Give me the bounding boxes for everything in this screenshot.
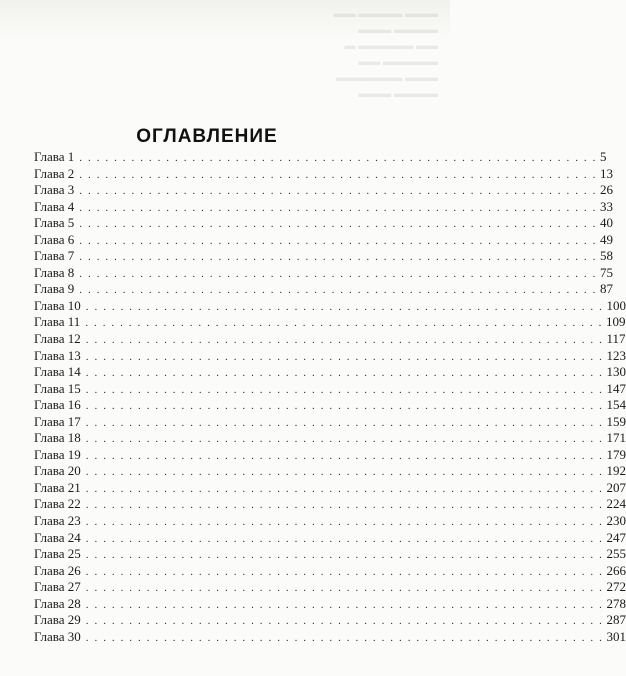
toc-entry [34, 496, 626, 513]
dot-leader: . . . . . . . . . . . . . . . . . . . . . . . . . . . . . . . . . . . . . . . . . . . . . . . . . . . . . . . . . . . . [85, 317, 603, 330]
toc-entry [34, 463, 626, 480]
page-number: 255 [606, 546, 626, 562]
toc-entry [34, 446, 626, 464]
page-number: 272 [606, 579, 626, 595]
page-number: 49 [599, 231, 613, 247]
chapter-label: Глава 5 [34, 215, 75, 231]
toc-entry [34, 628, 626, 646]
dot-leader: . . . . . . . . . . . . . . . . . . . . . . . . . . . . . . . . . . . . . . . . . . . . . . . . . . . . . . . . . . . . [79, 267, 597, 280]
chapter-label: Глава 26 [34, 562, 81, 578]
table-of-contents [34, 149, 626, 645]
show-through-text: ▬▬▬ ▬▬▬▬ ▬▬ ▬▬▬▬ ▬▬▬ ▬▬ ▬▬▬▬▬ ▬ ▬▬▬▬▬ ▬▬ ▬▬▬ ▬▬▬▬▬▬ ▬▬▬▬ ▬▬▬ [333, 8, 438, 100]
chapter-label: Глава 9 [34, 281, 75, 297]
dot-leader: . . . . . . . . . . . . . . . . . . . . . . . . . . . . . . . . . . . . . . . . . . . . . . . . . . . . . . . . . . . . [85, 300, 604, 313]
page-number: 26 [599, 182, 613, 198]
dot-leader: . . . . . . . . . . . . . . . . . . . . . . . . . . . . . . . . . . . . . . . . . . . . . . . . . . . . . . . . . . . . [85, 549, 604, 562]
page-number: 230 [606, 513, 626, 529]
chapter-label: Глава 23 [34, 513, 81, 529]
page-number: 301 [606, 628, 626, 644]
dot-leader: . . . . . . . . . . . . . . . . . . . . . . . . . . . . . . . . . . . . . . . . . . . . . . . . . . . . . . . . . . . . [85, 449, 604, 462]
dot-leader: . . . . . . . . . . . . . . . . . . . . . . . . . . . . . . . . . . . . . . . . . . . . . . . . . . . . . . . . . . . . [85, 334, 604, 347]
chapter-label: Глава 28 [34, 595, 81, 611]
chapter-label: Глава 6 [34, 231, 75, 247]
toc-entry [34, 215, 613, 232]
chapter-label: Глава 24 [34, 529, 81, 545]
page-number: 287 [606, 612, 626, 628]
toc-entry [34, 413, 626, 431]
dot-leader: . . . . . . . . . . . . . . . . . . . . . . . . . . . . . . . . . . . . . . . . . . . . . . . . . . . . . . . . . . . . [79, 152, 597, 164]
page-number: 159 [606, 413, 626, 429]
dot-leader: . . . . . . . . . . . . . . . . . . . . . . . . . . . . . . . . . . . . . . . . . . . . . . . . . . . . . . . . . . . . [85, 466, 604, 479]
toc-entry [34, 165, 613, 183]
chapter-label: Глава 21 [34, 479, 81, 495]
toc-entry [34, 397, 626, 414]
toc-entry [34, 281, 613, 298]
dot-leader: . . . . . . . . . . . . . . . . . . . . . . . . . . . . . . . . . . . . . . . . . . . . . . . . . . . . . . . . . . . . [85, 532, 604, 545]
toc-entry [34, 182, 613, 199]
page-number: 117 [606, 331, 626, 347]
dot-leader: . . . . . . . . . . . . . . . . . . . . . . . . . . . . . . . . . . . . . . . . . . . . . . . . . . . . . . . . . . . . [85, 482, 604, 495]
dot-leader: . . . . . . . . . . . . . . . . . . . . . . . . . . . . . . . . . . . . . . . . . . . . . . . . . . . . . . . . . . . . [85, 433, 604, 446]
dot-leader: . . . . . . . . . . . . . . . . . . . . . . . . . . . . . . . . . . . . . . . . . . . . . . . . . . . . . . . . . . . . [79, 284, 597, 297]
dot-leader: . . . . . . . . . . . . . . . . . . . . . . . . . . . . . . . . . . . . . . . . . . . . . . . . . . . . . . . . . . . . [79, 201, 597, 214]
chapter-label: Глава 27 [34, 579, 81, 595]
page-title: ОГЛАВЛЕНИЕ [136, 125, 278, 147]
chapter-label: Глава 14 [34, 364, 81, 380]
page-number: 247 [606, 529, 626, 545]
dot-leader: . . . . . . . . . . . . . . . . . . . . . . . . . . . . . . . . . . . . . . . . . . . . . . . . . . . . . . . . . . . . [85, 499, 604, 512]
dot-leader: . . . . . . . . . . . . . . . . . . . . . . . . . . . . . . . . . . . . . . . . . . . . . . . . . . . . . . . . . . . . [79, 251, 597, 264]
toc-entry [34, 479, 626, 497]
toc-entry [34, 364, 626, 381]
dot-leader: . . . . . . . . . . . . . . . . . . . . . . . . . . . . . . . . . . . . . . . . . . . . . . . . . . . . . . . . . . . . [79, 168, 597, 181]
dot-leader: . . . . . . . . . . . . . . . . . . . . . . . . . . . . . . . . . . . . . . . . . . . . . . . . . . . . . . . . . . . . [85, 350, 604, 363]
toc-entry [34, 595, 626, 613]
chapter-label: Глава 19 [34, 446, 81, 462]
toc-entry [34, 380, 626, 398]
chapter-label: Глава 18 [34, 430, 81, 446]
dot-leader: . . . . . . . . . . . . . . . . . . . . . . . . . . . . . . . . . . . . . . . . . . . . . . . . . . . . . . . . . . . . [85, 367, 604, 380]
chapter-label: Глава 29 [34, 612, 81, 628]
page-number: 179 [606, 446, 626, 462]
toc-entry [34, 198, 613, 216]
dot-leader: . . . . . . . . . . . . . . . . . . . . . . . . . . . . . . . . . . . . . . . . . . . . . . . . . . . . . . . . . . . . [85, 631, 604, 644]
toc-entry [34, 430, 626, 447]
dot-leader: . . . . . . . . . . . . . . . . . . . . . . . . . . . . . . . . . . . . . . . . . . . . . . . . . . . . . . . . . . . . [85, 598, 604, 611]
dot-leader: . . . . . . . . . . . . . . . . . . . . . . . . . . . . . . . . . . . . . . . . . . . . . . . . . . . . . . . . . . . . [85, 416, 604, 429]
chapter-label: Глава 3 [34, 182, 75, 198]
chapter-label: Глава 10 [34, 297, 81, 313]
toc-entry [34, 579, 626, 596]
page-number: 278 [606, 595, 626, 611]
chapter-label: Глава 25 [34, 546, 81, 562]
dot-leader: . . . . . . . . . . . . . . . . . . . . . . . . . . . . . . . . . . . . . . . . . . . . . . . . . . . . . . . . . . . . [85, 582, 604, 595]
page-number: 5 [599, 149, 607, 164]
page-number: 130 [606, 364, 626, 380]
toc-entry [34, 546, 626, 563]
toc-entry [34, 231, 613, 249]
toc-entry [34, 562, 626, 580]
toc-entry [34, 149, 607, 166]
page-number: 33 [599, 198, 613, 214]
toc-entry [34, 331, 626, 348]
toc-entry [34, 347, 626, 365]
toc-entry [34, 248, 613, 265]
chapter-label: Глава 13 [34, 347, 81, 363]
page-number: 100 [606, 297, 626, 313]
chapter-label: Глава 2 [34, 165, 75, 181]
toc-entry [34, 314, 626, 331]
dot-leader: . . . . . . . . . . . . . . . . . . . . . . . . . . . . . . . . . . . . . . . . . . . . . . . . . . . . . . . . . . . . [85, 615, 604, 628]
dot-leader: . . . . . . . . . . . . . . . . . . . . . . . . . . . . . . . . . . . . . . . . . . . . . . . . . . . . . . . . . . . . [79, 218, 597, 231]
chapter-label: Глава 11 [34, 314, 81, 330]
page-number: 123 [606, 347, 626, 363]
page-number: 109 [605, 314, 626, 330]
dot-leader: . . . . . . . . . . . . . . . . . . . . . . . . . . . . . . . . . . . . . . . . . . . . . . . . . . . . . . . . . . . . [85, 400, 604, 413]
toc-entry [34, 529, 626, 547]
page-number: 147 [606, 380, 626, 396]
chapter-label: Глава 20 [34, 463, 81, 479]
chapter-label: Глава 4 [34, 198, 75, 214]
toc-entry [34, 264, 613, 282]
toc-entry [34, 513, 626, 530]
chapter-label: Глава 22 [34, 496, 81, 512]
page-number: 192 [606, 463, 626, 479]
toc-entry [34, 297, 626, 315]
dot-leader: . . . . . . . . . . . . . . . . . . . . . . . . . . . . . . . . . . . . . . . . . . . . . . . . . . . . . . . . . . . . [85, 383, 604, 396]
page-number: 13 [599, 165, 613, 181]
dot-leader: . . . . . . . . . . . . . . . . . . . . . . . . . . . . . . . . . . . . . . . . . . . . . . . . . . . . . . . . . . . . [85, 565, 604, 578]
page-number: 58 [599, 248, 613, 264]
page-number: 171 [606, 430, 626, 446]
chapter-label: Глава 17 [34, 413, 81, 429]
chapter-label: Глава 16 [34, 397, 81, 413]
chapter-label: Глава 12 [34, 331, 81, 347]
chapter-label: Глава 15 [34, 380, 81, 396]
dot-leader: . . . . . . . . . . . . . . . . . . . . . . . . . . . . . . . . . . . . . . . . . . . . . . . . . . . . . . . . . . . . [79, 185, 597, 198]
page-number: 266 [606, 562, 626, 578]
toc-entry [34, 612, 626, 629]
chapter-label: Глава 30 [34, 628, 81, 644]
chapter-label: Глава 8 [34, 264, 75, 280]
chapter-label: Глава 1 [34, 149, 75, 164]
page-number: 154 [606, 397, 626, 413]
page-number: 87 [599, 281, 613, 297]
dot-leader: . . . . . . . . . . . . . . . . . . . . . . . . . . . . . . . . . . . . . . . . . . . . . . . . . . . . . . . . . . . . [79, 234, 597, 247]
page-number: 224 [606, 496, 626, 512]
chapter-label: Глава 7 [34, 248, 75, 264]
page-number: 40 [599, 215, 613, 231]
page-number: 75 [599, 264, 613, 280]
page-number: 207 [606, 479, 626, 495]
dot-leader: . . . . . . . . . . . . . . . . . . . . . . . . . . . . . . . . . . . . . . . . . . . . . . . . . . . . . . . . . . . . [85, 516, 604, 529]
